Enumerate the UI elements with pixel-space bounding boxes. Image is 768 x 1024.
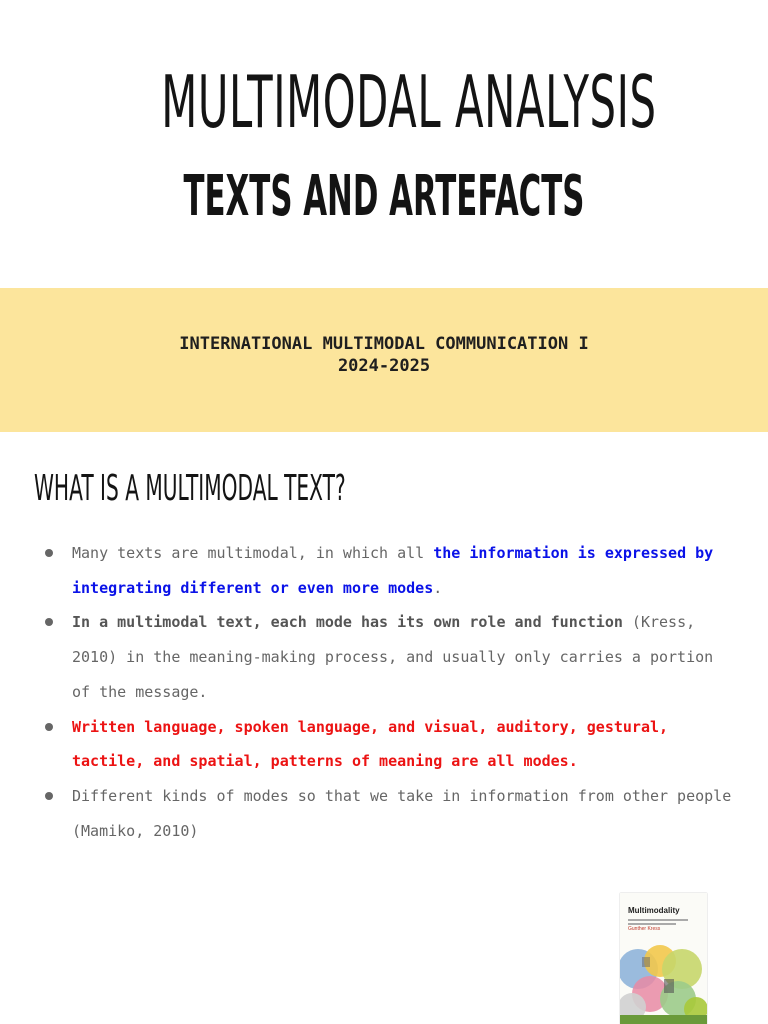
bullet-text: Many texts are multimodal, in which all — [72, 544, 434, 562]
list-item — [0, 710, 768, 779]
bullet-dot-icon — [45, 549, 53, 557]
bullet-list — [0, 536, 768, 848]
list-item — [0, 779, 768, 848]
book-author: Gunther Kress — [628, 926, 661, 932]
page-subtitle: TEXTS AND ARTEFACTS — [183, 164, 585, 229]
book-cover-art-icon — [620, 939, 707, 1024]
course-name: INTERNATIONAL MULTIMODAL COMMUNICATION I — [179, 334, 589, 354]
bullet-highlight-red: Written language, spoken language, and visual, auditory, gestural, tactile, and spatial, patterns of meaning are all modes. — [72, 717, 669, 771]
book-cover-image — [620, 893, 707, 1024]
bullet-dot-icon — [45, 618, 53, 626]
bullet-bold-text: In a multimodal text, each mode has its own role and function — [72, 613, 623, 632]
bullet-text: (Kress, 2010) in the meaning-making process, and usually only carries a portion of the message. — [72, 613, 714, 701]
course-year: 2024-2025 — [337, 356, 431, 376]
list-item — [0, 605, 768, 709]
book-subtitle-line — [628, 923, 676, 925]
section-heading: WHAT IS A MULTIMODAL TEXT? — [34, 468, 346, 509]
page-title: MULTIMODAL ANALYSIS — [161, 60, 657, 144]
bullet-text: Different kinds of modes so that we take in information from other people (Mamiko, 2010) — [72, 786, 732, 840]
bullet-dot-icon — [45, 792, 53, 800]
bullet-highlight-blue: the information is expressed by integrating different or even more modes — [72, 544, 714, 597]
bullet-dot-icon — [45, 723, 53, 731]
course-banner — [0, 288, 768, 432]
list-item — [0, 536, 768, 605]
bullet-text-end: . — [433, 578, 443, 597]
book-title: Multimodality — [628, 906, 680, 915]
book-subtitle-line — [628, 919, 688, 921]
